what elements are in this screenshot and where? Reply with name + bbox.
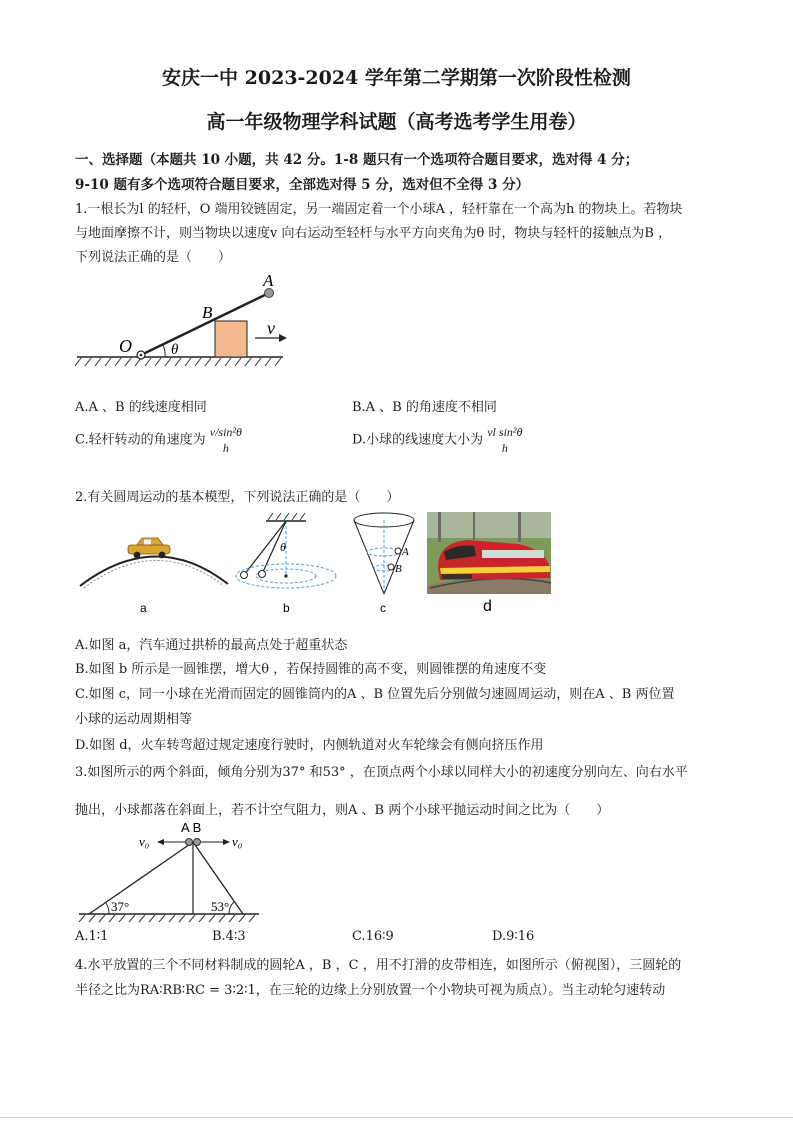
q1-option-d-text: D.小球的线速度大小为 <box>352 432 484 448</box>
q3-figure <box>75 818 275 926</box>
q1-label-A: A <box>263 272 274 290</box>
section-heading-line1: 一、选择题（本题共 10 小题，共 42 分。1-8 题只有一个选项符合题目要求，选对得 4 分； <box>75 152 639 168</box>
q3-option-c: C.16∶9 <box>352 929 394 944</box>
q2-caption-c: c <box>380 601 386 615</box>
q1-option-b: B.A 、B 的角速度不相同 <box>352 400 497 415</box>
q1-option-c <box>75 424 242 456</box>
q3-label-v0-right: v₀ <box>232 834 243 849</box>
q2-option-b: B.如图 b 所示是一圆锥摆，增大θ ，若保持圆锥的高不变，则圆锥摆的角速度不变 <box>75 662 547 677</box>
q1-option-d-denominator: h <box>501 441 508 455</box>
q1-option-d <box>352 424 522 456</box>
q4-stem-line1: 4.水平放置的三个不同材料制成的圆轮A ，B ，C ，用不打滑的皮带相连，如图所示（俯视图），三圆轮的 <box>75 958 682 973</box>
q2-fig-d-train-photo <box>427 512 551 615</box>
q2-option-c-line1: C.如图 c，同一小球在光滑而固定的圆锥筒内的A 、B 位置先后分别做匀速圆周运动，则在A 、B 两位置 <box>75 687 675 702</box>
q1-option-c-text: C.轻杆转动的角速度为 <box>75 432 206 448</box>
q2-fig-b-theta: θ <box>280 540 286 554</box>
q3-option-a: A.1∶1 <box>75 929 109 944</box>
q1-stem-line2: 与地面摩擦不计，则当物块以速度v 向右运动至轻杆与水平方向夹角为θ 时，物块与轻杆的接触点为B ， <box>75 226 672 241</box>
q2-figure <box>78 508 558 616</box>
q2-fig-c <box>354 513 414 615</box>
q1-label-B: B <box>202 303 213 322</box>
q1-stem-line3: 下列说法正确的是（ ） <box>75 250 232 265</box>
q2-caption-a: a <box>140 601 147 615</box>
q3-label-v0-left: v₀ <box>139 834 150 849</box>
q1-label-O: O <box>119 336 132 356</box>
q2-stem: 2.有关圆周运动的基本模型，下列说法正确的是（ ） <box>75 490 400 505</box>
q3-label-37: 37° <box>111 899 130 914</box>
q3-stem-line2: 抛出，小球都落在斜面上，若不计空气阻力，则A 、B 两个小球平抛运动时间之比为（ ） <box>75 803 610 818</box>
q1-option-c-denominator: h <box>222 441 229 455</box>
q2-fig-a <box>80 538 228 615</box>
q3-option-d: D.9∶16 <box>492 929 535 944</box>
q3-label-53: 53° <box>211 899 230 914</box>
q3-label-ab: A B <box>181 820 202 835</box>
q1-stem-line1: 1.一根长为l 的轻杆，O 端用铰链固定，另一端固定着一个小球A ，轻杆靠在一个高为h 的物块上。若物块 <box>75 202 683 217</box>
q2-caption-b: b <box>283 601 290 615</box>
q1-option-d-fraction <box>487 424 522 456</box>
q4-stem-line2: 半径之比为RA∶RB∶RC = 3∶2∶1，在三轮的边缘上分别放置一个小物块可视为质点）。当主动轮匀速转动 <box>75 983 666 998</box>
q1-label-theta: θ <box>171 342 179 358</box>
q2-option-d: D.如图 d，火车转弯超过规定速度行驶时，内侧轨道对火车轮缘会有侧向挤压作用 <box>75 738 544 753</box>
q2-fig-c-label-B: B <box>395 563 402 575</box>
q3-option-b: B.4∶3 <box>212 929 246 944</box>
exam-subtitle: 高一年级物理学科试题（高考选考学生用卷） <box>206 111 587 133</box>
q2-fig-c-label-A: A <box>402 546 409 558</box>
page-bottom-divider <box>0 1117 793 1118</box>
q2-fig-b <box>236 513 336 615</box>
car-icon <box>128 538 170 558</box>
q1-option-a: A.A 、B 的线速度相同 <box>75 400 207 415</box>
q2-option-c-line2: 小球的运动周期相等 <box>75 712 193 727</box>
q1-option-d-numerator: vl sin²θ <box>487 425 523 439</box>
exam-title: 安庆一中 2023-2024 学年第二学期第一次阶段性检测 <box>162 67 631 89</box>
q2-caption-d: d <box>483 598 492 615</box>
q2-option-a: A.如图 a，汽车通过拱桥的最高点处于超重状态 <box>75 638 348 653</box>
q1-option-c-numerator: v/sin²θ <box>209 425 242 439</box>
q1-option-c-fraction <box>210 424 242 456</box>
q3-stem-line1: 3.如图所示的两个斜面，倾角分别为37° 和53° ，在顶点两个小球以同样大小的初速度分别向左、向右水平 <box>75 765 688 780</box>
q1-label-v: v <box>267 318 275 338</box>
q1-figure <box>75 272 295 372</box>
section-heading-line2: 9-10 题有多个选项符合题目要求，全部选对得 5 分，选对但不全得 3 分） <box>75 177 530 193</box>
q1-block <box>215 321 247 357</box>
